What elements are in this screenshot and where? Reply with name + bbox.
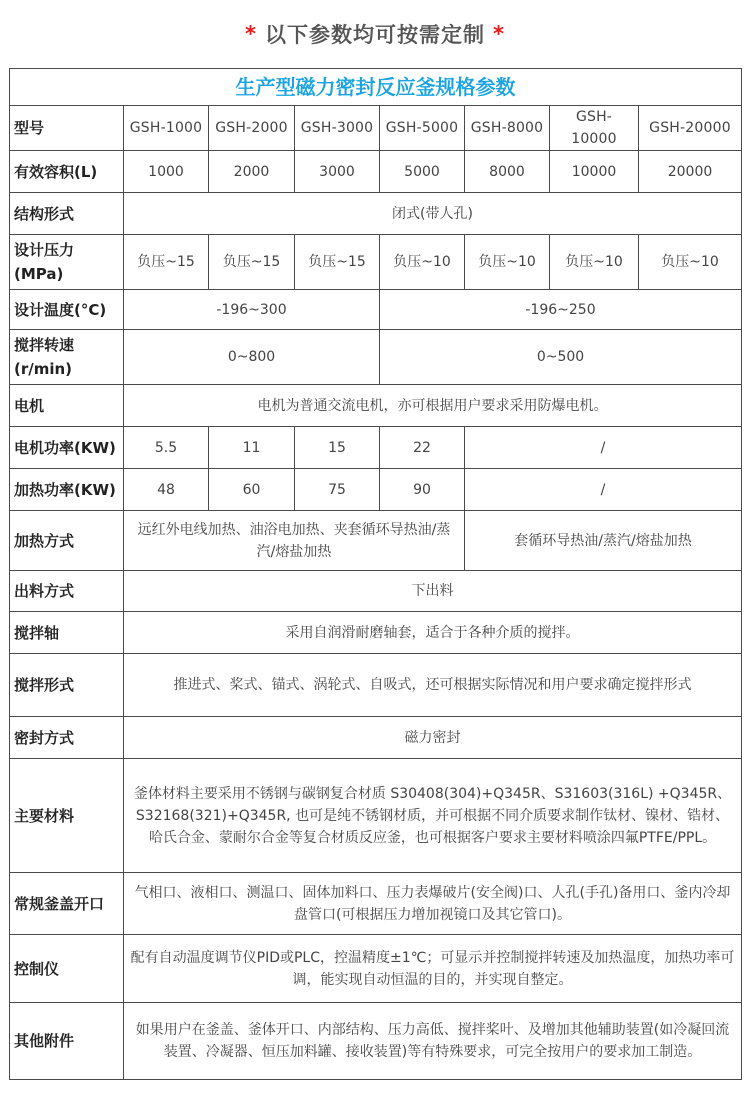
heat-power-row (10, 469, 742, 511)
controller-row (10, 935, 742, 1003)
volume-cell: 8000 (465, 151, 550, 193)
model-cell: GSH-10000 (550, 106, 639, 151)
accessories-row (10, 1003, 742, 1080)
model-cell: GSH-2000 (209, 106, 295, 151)
temperature-row (10, 290, 742, 330)
volume-row (10, 151, 742, 193)
heat-power-cell: 48 (124, 469, 209, 511)
motor-power-cell: 15 (295, 427, 380, 469)
material-value: 釜体材料主要采用不锈钢与碳钢复合材质 S30408(304)+Q345R、S31603(316L) +Q345R、S32168(321)+Q345R, 也可是纯不锈钢材质，并可根据不同介质要求制作钛材、镍材、锆材、哈氏合金、蒙耐尔合金等复合材质反应釜，也可根据客户要求主要材料喷涂四氟PTFE/PPL。 (124, 759, 742, 873)
temp-cell: -196~300 (124, 290, 380, 330)
heat-power-cell: 75 (295, 469, 380, 511)
structure-row (10, 193, 742, 235)
volume-label: 有效容积(L) (10, 151, 124, 193)
pressure-cell: 负压~15 (124, 235, 209, 290)
motor-value: 电机为普通交流电机，亦可根据用户要求采用防爆电机。 (124, 385, 742, 427)
model-label: 型号 (10, 106, 124, 151)
spec-table (9, 68, 742, 1080)
motor-row (10, 385, 742, 427)
shaft-value: 采用自润滑耐磨轴套，适合于各种介质的搅拌。 (124, 612, 742, 654)
speed-cell: 0~800 (124, 330, 380, 385)
page-headline (0, 0, 750, 68)
heat-method-label: 加热方式 (10, 511, 124, 571)
heat-power-cell: 90 (380, 469, 465, 511)
heat-power-cell: / (465, 469, 742, 511)
pressure-cell: 负压~15 (209, 235, 295, 290)
heat-power-label: 加热功率(KW) (10, 469, 124, 511)
seal-row (10, 717, 742, 759)
volume-cell: 5000 (380, 151, 465, 193)
model-cell: GSH-1000 (124, 106, 209, 151)
model-cell: GSH-3000 (295, 106, 380, 151)
design-pressure-label: 设计压力(MPa) (10, 235, 124, 290)
pressure-cell: 负压~10 (380, 235, 465, 290)
motor-power-cell: / (465, 427, 742, 469)
pressure-row (10, 235, 742, 290)
seal-label: 密封方式 (10, 717, 124, 759)
stir-form-label: 搅拌形式 (10, 654, 124, 717)
pressure-cell: 负压~15 (295, 235, 380, 290)
material-row (10, 759, 742, 873)
discharge-label: 出料方式 (10, 571, 124, 612)
volume-cell: 2000 (209, 151, 295, 193)
shaft-label: 搅拌轴 (10, 612, 124, 654)
volume-cell: 10000 (550, 151, 639, 193)
structure-label: 结构形式 (10, 193, 124, 235)
ports-row (10, 873, 742, 935)
model-cell: GSH-20000 (639, 106, 742, 151)
asterisk-left: * (245, 22, 257, 46)
heat-method-cell: 远红外电线加热、油浴电加热、夹套循环导热油/蒸汽/熔盐加热 (124, 511, 465, 571)
temp-cell: -196~250 (380, 290, 742, 330)
heat-method-row (10, 511, 742, 571)
asterisk-right: * (493, 22, 505, 46)
accessories-value: 如果用户在釜盖、釜体开口、内部结构、压力高低、搅拌桨叶、及增加其他辅助装置(如冷凝回流装置、冷凝器、恒压加料罐、接收装置)等有特殊要求，可完全按用户的要求加工制造。 (124, 1003, 742, 1080)
accessories-label: 其他附件 (10, 1003, 124, 1080)
volume-cell: 3000 (295, 151, 380, 193)
design-temp-label: 设计温度(°C) (10, 290, 124, 330)
discharge-row (10, 571, 742, 612)
shaft-row (10, 612, 742, 654)
ports-label: 常规釜盖开口 (10, 873, 124, 935)
motor-power-cell: 22 (380, 427, 465, 469)
motor-label: 电机 (10, 385, 124, 427)
material-label: 主要材料 (10, 759, 124, 873)
controller-value: 配有自动温度调节仪PID或PLC，控温精度±1℃；可显示并控制搅拌转速及加热温度，加热功率可调，能实现自动恒温的目的，并实现自整定。 (124, 935, 742, 1003)
motor-power-label: 电机功率(KW) (10, 427, 124, 469)
pressure-cell: 负压~10 (465, 235, 550, 290)
discharge-value: 下出料 (124, 571, 742, 612)
stir-form-value: 推进式、桨式、锚式、涡轮式、自吸式，还可根据实际情况和用户要求确定搅拌形式 (124, 654, 742, 717)
speed-row (10, 330, 742, 385)
model-cell: GSH-8000 (465, 106, 550, 151)
volume-cell: 1000 (124, 151, 209, 193)
controller-label: 控制仪 (10, 935, 124, 1003)
title-row (10, 69, 742, 106)
model-cell: GSH-5000 (380, 106, 465, 151)
ports-value: 气相口、液相口、测温口、固体加料口、压力表爆破片(安全阀)口、人孔(手孔)备用口、釜内冷却盘管口(可根据压力增加视镜口及其它管口)。 (124, 873, 742, 935)
motor-power-cell: 11 (209, 427, 295, 469)
stir-speed-label: 搅拌转速(r/min) (10, 330, 124, 385)
model-row (10, 106, 742, 151)
stir-form-row (10, 654, 742, 717)
speed-cell: 0~500 (380, 330, 742, 385)
heat-power-cell: 60 (209, 469, 295, 511)
heat-method-cell: 套循环导热油/蒸汽/熔盐加热 (465, 511, 742, 571)
motor-power-cell: 5.5 (124, 427, 209, 469)
seal-value: 磁力密封 (124, 717, 742, 759)
table-title: 生产型磁力密封反应釜规格参数 (10, 69, 742, 106)
structure-value: 闭式(带人孔) (124, 193, 742, 235)
motor-power-row (10, 427, 742, 469)
volume-cell: 20000 (639, 151, 742, 193)
pressure-cell: 负压~10 (639, 235, 742, 290)
pressure-cell: 负压~10 (550, 235, 639, 290)
headline-text: 以下参数均可按需定制 (265, 23, 485, 47)
